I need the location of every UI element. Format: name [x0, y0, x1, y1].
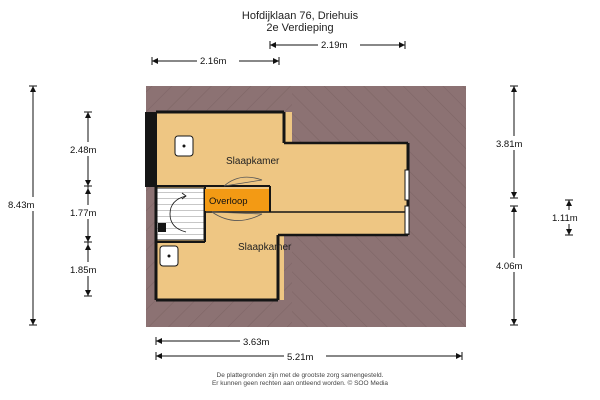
dim-bottom-overall: 5.21m: [287, 352, 314, 363]
plan-title: Hofdijklaan 76, Driehuis: [241, 10, 359, 22]
dim-overall-height: 8.43m: [8, 200, 35, 211]
disclaimer-line-1: De plattegronden zijn met de grootste zorg samengesteld.: [216, 372, 384, 379]
window-right-upper: [405, 170, 409, 200]
window-right-lower: [405, 206, 409, 234]
room-label-bedroom-top: Slaapkamer: [226, 156, 280, 167]
dim-left-lower: 1.85m: [70, 265, 97, 276]
room-label-bedroom-bottom: Slaapkamer: [238, 242, 292, 253]
room-label-landing: Overloop: [209, 196, 248, 207]
staircase: [157, 188, 204, 240]
dim-bottom-inner: 3.63m: [243, 337, 270, 348]
sink-bottom: [160, 246, 178, 266]
disclaimer-line-2: Er kunnen geen rechten aan ontleend worden. © SOO Media: [211, 380, 389, 387]
dim-left-upper: 2.48m: [70, 145, 97, 156]
dim-top-right: 2.19m: [321, 40, 348, 51]
dim-right-dormer: 1.11m: [552, 213, 578, 224]
plan-subtitle: 2e Verdieping: [266, 22, 334, 34]
dim-top-left: 2.16m: [200, 56, 227, 67]
dim-right-lower: 4.06m: [496, 261, 523, 272]
dim-right-upper: 3.81m: [496, 139, 523, 150]
dim-left-middle: 1.77m: [70, 208, 97, 219]
sink-top: [175, 136, 193, 156]
